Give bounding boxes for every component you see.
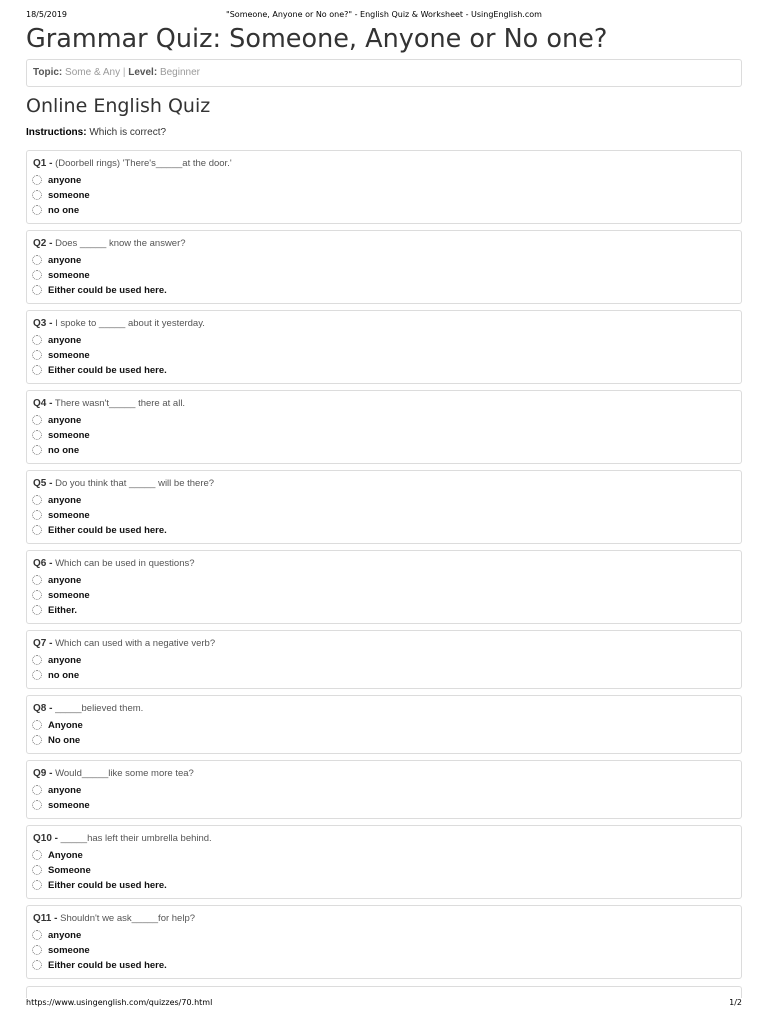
option-label: anyone: [48, 574, 82, 586]
question-number: Q8 -: [33, 703, 53, 714]
instructions-label: Instructions:: [26, 127, 87, 138]
option-label: anyone: [48, 784, 82, 796]
answer-option[interactable]: [32, 848, 83, 862]
answer-option[interactable]: [32, 798, 90, 812]
question-card-q7: [26, 630, 742, 689]
question-card-q8: [26, 695, 742, 754]
radio-button[interactable]: [32, 930, 42, 940]
question-text: [33, 913, 195, 924]
print-header: [0, 10, 768, 22]
answer-option[interactable]: [32, 493, 81, 507]
question-text: [33, 158, 232, 169]
page-number: 1/2: [729, 998, 742, 1007]
answer-option[interactable]: [32, 363, 167, 377]
question-prompt: Do you think that _____ will be there?: [55, 478, 215, 489]
question-number: Q11 -: [33, 913, 58, 924]
meta-separator: |: [122, 67, 126, 78]
question-number: Q4 -: [33, 398, 53, 409]
quiz-meta-box: [26, 59, 742, 87]
radio-button[interactable]: [32, 590, 42, 600]
question-prompt: Would_____like some more tea?: [55, 768, 194, 779]
option-label: anyone: [48, 174, 82, 186]
answer-option[interactable]: [32, 523, 167, 537]
option-label: Either could be used here.: [48, 364, 167, 376]
answer-option[interactable]: [32, 958, 167, 972]
answer-option[interactable]: [32, 428, 90, 442]
print-footer: [0, 998, 768, 1010]
question-card-q9: [26, 760, 742, 819]
radio-button[interactable]: [32, 445, 42, 455]
answer-option[interactable]: [32, 348, 90, 362]
question-prompt: I spoke to _____ about it yesterday.: [55, 318, 205, 329]
option-label: no one: [48, 669, 80, 681]
answer-option[interactable]: [32, 733, 80, 747]
question-prompt: Shouldn't we ask_____for help?: [60, 913, 196, 924]
radio-button[interactable]: [32, 670, 42, 680]
question-text: [33, 318, 205, 329]
question-card-q3: [26, 310, 742, 384]
instructions: [26, 127, 166, 138]
answer-option[interactable]: [32, 718, 83, 732]
option-label: no one: [48, 204, 80, 216]
option-label: Either could be used here.: [48, 959, 167, 971]
option-label: anyone: [48, 654, 82, 666]
answer-option[interactable]: [32, 603, 77, 617]
answer-option[interactable]: [32, 413, 81, 427]
option-label: Either could be used here.: [48, 524, 167, 536]
option-label: anyone: [48, 929, 82, 941]
option-label: anyone: [48, 334, 82, 346]
instructions-text: Which is correct?: [89, 127, 167, 138]
option-label: no one: [48, 444, 80, 456]
option-label: Anyone: [48, 719, 83, 731]
radio-button[interactable]: [32, 190, 42, 200]
answer-option[interactable]: [32, 333, 81, 347]
option-label: someone: [48, 799, 90, 811]
topic-label: Topic:: [33, 67, 63, 78]
question-prompt: (Doorbell rings) 'There's_____at the door.': [55, 158, 232, 169]
question-text: [33, 398, 185, 409]
question-number: Q9 -: [33, 768, 53, 779]
question-prompt: Which can used with a negative verb?: [55, 638, 216, 649]
question-prompt: There wasn't_____ there at all.: [54, 398, 186, 409]
radio-button[interactable]: [32, 575, 42, 585]
radio-button[interactable]: [32, 655, 42, 665]
radio-button[interactable]: [32, 350, 42, 360]
print-url: https://www.usingenglish.com/quizzes/70.html: [26, 998, 213, 1007]
answer-option[interactable]: [32, 253, 81, 267]
question-prompt: _____believed them.: [55, 703, 144, 714]
radio-button[interactable]: [32, 335, 42, 345]
radio-button[interactable]: [32, 605, 42, 615]
radio-button[interactable]: [32, 365, 42, 375]
option-label: Either.: [48, 604, 78, 616]
answer-option[interactable]: [32, 268, 90, 282]
question-prompt: _____has left their umbrella behind.: [60, 833, 212, 844]
question-card-next-peek: [26, 986, 742, 998]
option-label: anyone: [48, 254, 82, 266]
question-card-q6: [26, 550, 742, 624]
answer-option[interactable]: [32, 878, 167, 892]
radio-button[interactable]: [32, 430, 42, 440]
question-card-q10: [26, 825, 742, 899]
question-prompt: Does _____ know the answer?: [55, 238, 186, 249]
option-label: someone: [48, 589, 90, 601]
answer-option[interactable]: [32, 928, 81, 942]
radio-button[interactable]: [32, 960, 42, 970]
question-prompt: Which can be used in questions?: [55, 558, 195, 569]
option-label: someone: [48, 944, 90, 956]
question-text: [33, 638, 215, 649]
question-card-q1: [26, 150, 742, 224]
level-label: Level:: [128, 67, 158, 78]
answer-option[interactable]: [32, 668, 79, 682]
question-text: [33, 238, 186, 249]
option-label: Either could be used here.: [48, 879, 167, 891]
topic-value[interactable]: Some & Any: [65, 67, 121, 78]
option-label: anyone: [48, 494, 82, 506]
question-text: [33, 833, 212, 844]
radio-button[interactable]: [32, 255, 42, 265]
radio-button[interactable]: [32, 865, 42, 875]
section-title: Online English Quiz: [26, 95, 211, 117]
option-label: someone: [48, 189, 90, 201]
radio-button[interactable]: [32, 270, 42, 280]
question-card-q4: [26, 390, 742, 464]
radio-button[interactable]: [32, 945, 42, 955]
radio-button[interactable]: [32, 720, 42, 730]
print-doc-title: "Someone, Anyone or No one?" - English Quiz & Worksheet - UsingEnglish.com: [226, 10, 542, 19]
answer-option[interactable]: [32, 653, 81, 667]
question-number: Q3 -: [33, 318, 53, 329]
option-label: Either could be used here.: [48, 284, 167, 296]
radio-button[interactable]: [32, 800, 42, 810]
question-number: Q5 -: [33, 478, 53, 489]
option-label: someone: [48, 509, 90, 521]
level-value[interactable]: Beginner: [159, 67, 200, 78]
question-number: Q7 -: [33, 638, 53, 649]
question-text: [33, 703, 143, 714]
question-card-q5: [26, 470, 742, 544]
answer-option[interactable]: [32, 588, 90, 602]
answer-option[interactable]: [32, 443, 79, 457]
question-card-q2: [26, 230, 742, 304]
question-card-q11: [26, 905, 742, 979]
answer-option[interactable]: [32, 173, 81, 187]
answer-option[interactable]: [32, 943, 90, 957]
question-number: Q1 -: [33, 158, 53, 169]
question-text: [33, 478, 214, 489]
radio-button[interactable]: [32, 880, 42, 890]
option-label: someone: [48, 269, 90, 281]
radio-button[interactable]: [32, 415, 42, 425]
option-label: anyone: [48, 414, 82, 426]
radio-button[interactable]: [32, 525, 42, 535]
radio-button[interactable]: [32, 785, 42, 795]
radio-button[interactable]: [32, 205, 42, 215]
page-title: Grammar Quiz: Someone, Anyone or No one?: [26, 24, 608, 54]
radio-button[interactable]: [32, 285, 42, 295]
radio-button[interactable]: [32, 735, 42, 745]
option-label: someone: [48, 349, 90, 361]
option-label: Anyone: [48, 849, 83, 861]
print-date: 18/5/2019: [26, 10, 68, 19]
question-number: Q2 -: [33, 238, 53, 249]
option-label: No one: [48, 734, 81, 746]
question-text: [33, 768, 194, 779]
option-label: someone: [48, 429, 90, 441]
radio-button[interactable]: [32, 175, 42, 185]
question-number: Q6 -: [33, 558, 53, 569]
answer-option[interactable]: [32, 573, 81, 587]
answer-option[interactable]: [32, 283, 167, 297]
radio-button[interactable]: [32, 850, 42, 860]
radio-button[interactable]: [32, 510, 42, 520]
question-number: Q10 -: [33, 833, 59, 844]
answer-option[interactable]: [32, 508, 90, 522]
answer-option[interactable]: [32, 863, 91, 877]
answer-option[interactable]: [32, 188, 90, 202]
option-label: Someone: [48, 864, 91, 876]
question-text: [33, 558, 195, 569]
radio-button[interactable]: [32, 495, 42, 505]
answer-option[interactable]: [32, 203, 79, 217]
answer-option[interactable]: [32, 783, 81, 797]
